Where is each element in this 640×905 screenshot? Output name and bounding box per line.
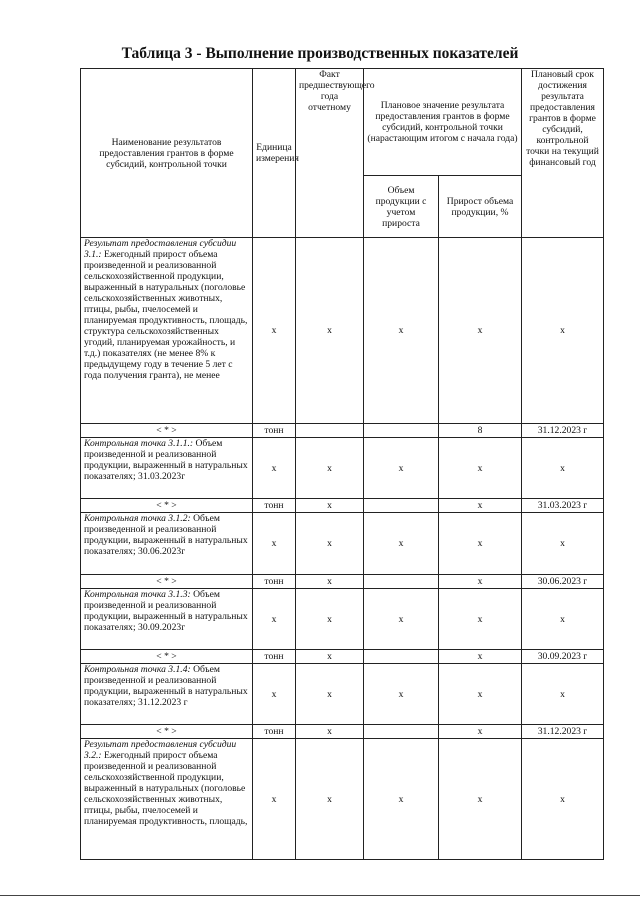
cell-volume	[364, 499, 439, 513]
cell-volume: х	[364, 739, 439, 860]
cell-deadline: х	[522, 664, 604, 725]
cell-fact: х	[296, 650, 364, 664]
cell-unit: тонн	[253, 424, 296, 438]
row-description	[81, 438, 253, 499]
table-row-checkpoint	[81, 513, 604, 575]
table-row-unit	[81, 725, 604, 739]
table-row-result	[81, 739, 604, 860]
cell-deadline: х	[522, 739, 604, 860]
cell-unit: х	[253, 513, 296, 575]
table-row-unit	[81, 499, 604, 513]
page-bottom-rule	[0, 895, 640, 896]
header-deadline: Плановый срок достижения результата предоставления грантов в форме субсидий, контрольной точки на текущий финансовый год	[522, 69, 604, 238]
cell-growth: х	[439, 513, 522, 575]
cell-growth: х	[439, 575, 522, 589]
cell-unit: тонн	[253, 499, 296, 513]
row-label: Контрольная точка 3.1.1.:	[84, 438, 194, 449]
cell-unit: тонн	[253, 650, 296, 664]
cell-deadline: х	[522, 589, 604, 650]
cell-deadline: х	[522, 513, 604, 575]
row-description	[81, 664, 253, 725]
row-label: < * >	[81, 725, 253, 739]
cell-unit: х	[253, 589, 296, 650]
cell-fact: х	[296, 238, 364, 424]
row-description	[81, 589, 253, 650]
cell-growth: х	[439, 650, 522, 664]
cell-unit: х	[253, 664, 296, 725]
row-description	[81, 513, 253, 575]
row-label: Результат предоставления субсидии 3.1.:	[84, 238, 237, 260]
table-row-checkpoint	[81, 664, 604, 725]
row-label: < * >	[81, 424, 253, 438]
cell-unit: х	[253, 438, 296, 499]
cell-fact	[296, 424, 364, 438]
row-text: Ежегодный прирост объема произведенной и реализованной сельскохозяйственной продукции, выраженный в натуральных (поголовье сельскохозяйственных животных, птицы, рыбы, пчелосемей и планируемая продуктивность, площадь, структура сельскохозяйственных угодий, планируемая урожайность, и т.д.) показателях (не менее 8% к предыдущему году в течение 5 лет с года получения гранта), не менее	[84, 249, 248, 381]
table-row-unit	[81, 575, 604, 589]
page-title: Таблица 3 - Выполнение производственных показателей	[121, 45, 519, 62]
row-label: < * >	[81, 575, 253, 589]
cell-volume	[364, 575, 439, 589]
cell-growth: х	[439, 238, 522, 424]
row-label: Результат предоставления субсидии 3.2.:	[84, 739, 237, 761]
row-description	[81, 238, 253, 424]
cell-growth: х	[439, 725, 522, 739]
row-label: Контрольная точка 3.1.2:	[84, 513, 191, 524]
row-label: Контрольная точка 3.1.3:	[84, 589, 191, 600]
cell-growth: х	[439, 739, 522, 860]
cell-growth: 8	[439, 424, 522, 438]
row-label: Контрольная точка 3.1.4:	[84, 664, 191, 675]
cell-fact: х	[296, 739, 364, 860]
row-text: Объем произведенной и реализованной продукции, выраженный в натуральных показателях; 31.12.2023 г	[84, 664, 248, 708]
cell-unit: х	[253, 238, 296, 424]
cell-deadline: 31.12.2023 г	[522, 424, 604, 438]
cell-deadline: 30.06.2023 г	[522, 575, 604, 589]
row-text: Объем произведенной и реализованной продукции, выраженный в натуральных показателях; 30.09.2023г	[84, 589, 248, 633]
row-text: Объем произведенной и реализованной продукции, выраженный в натуральных показателях; 31.03.2023г	[84, 438, 248, 482]
row-description	[81, 739, 253, 860]
cell-volume: х	[364, 238, 439, 424]
cell-fact: х	[296, 499, 364, 513]
cell-deadline: 31.12.2023 г	[522, 725, 604, 739]
table-row-unit	[81, 424, 604, 438]
cell-unit: тонн	[253, 725, 296, 739]
header-plan-group: Плановое значение результата предоставления грантов в форме субсидий, контрольной точки (нарастающим итогом с начала года)	[364, 69, 522, 176]
table-row-result	[81, 238, 604, 424]
table-row-checkpoint	[81, 589, 604, 650]
table-row-checkpoint	[81, 438, 604, 499]
row-text: Объем произведенной и реализованной продукции, выраженный в натуральных показателях; 30.06.2023г	[84, 513, 248, 557]
cell-volume	[364, 725, 439, 739]
row-label: < * >	[81, 650, 253, 664]
cell-deadline: 30.09.2023 г	[522, 650, 604, 664]
header-growth: Прирост объема продукции, %	[439, 176, 522, 238]
cell-growth: х	[439, 664, 522, 725]
cell-volume: х	[364, 664, 439, 725]
table-body	[81, 238, 604, 860]
cell-deadline: х	[522, 238, 604, 424]
cell-volume	[364, 424, 439, 438]
header-fact: Факт предшествующего года отчетному	[296, 69, 364, 238]
cell-deadline: х	[522, 438, 604, 499]
cell-fact: х	[296, 589, 364, 650]
cell-volume: х	[364, 513, 439, 575]
cell-volume	[364, 650, 439, 664]
cell-unit: х	[253, 739, 296, 860]
cell-fact: х	[296, 438, 364, 499]
cell-fact: х	[296, 513, 364, 575]
row-text: Ежегодный прирост объема произведенной и реализованной сельскохозяйственной продукции, выраженный в натуральных (поголовье сельскохозяйственных животных, птицы, рыбы, пчелосемей и планируемая продуктивность, площадь,	[84, 750, 248, 827]
cell-volume: х	[364, 589, 439, 650]
cell-growth: х	[439, 499, 522, 513]
header-unit: Единица измерения	[253, 69, 296, 238]
header-name: Наименование результатов предоставления грантов в форме субсидий, контрольной точки	[81, 69, 253, 238]
header-row-1	[81, 69, 604, 176]
cell-fact: х	[296, 575, 364, 589]
cell-unit: тонн	[253, 575, 296, 589]
cell-fact: х	[296, 725, 364, 739]
cell-growth: х	[439, 438, 522, 499]
row-label: < * >	[81, 499, 253, 513]
table-row-unit	[81, 650, 604, 664]
header-volume: Объем продукции с учетом прироста	[364, 176, 439, 238]
cell-fact: х	[296, 664, 364, 725]
cell-growth: х	[439, 589, 522, 650]
cell-deadline: 31.03.2023 г	[522, 499, 604, 513]
cell-volume: х	[364, 438, 439, 499]
production-indicators-table	[80, 68, 604, 860]
